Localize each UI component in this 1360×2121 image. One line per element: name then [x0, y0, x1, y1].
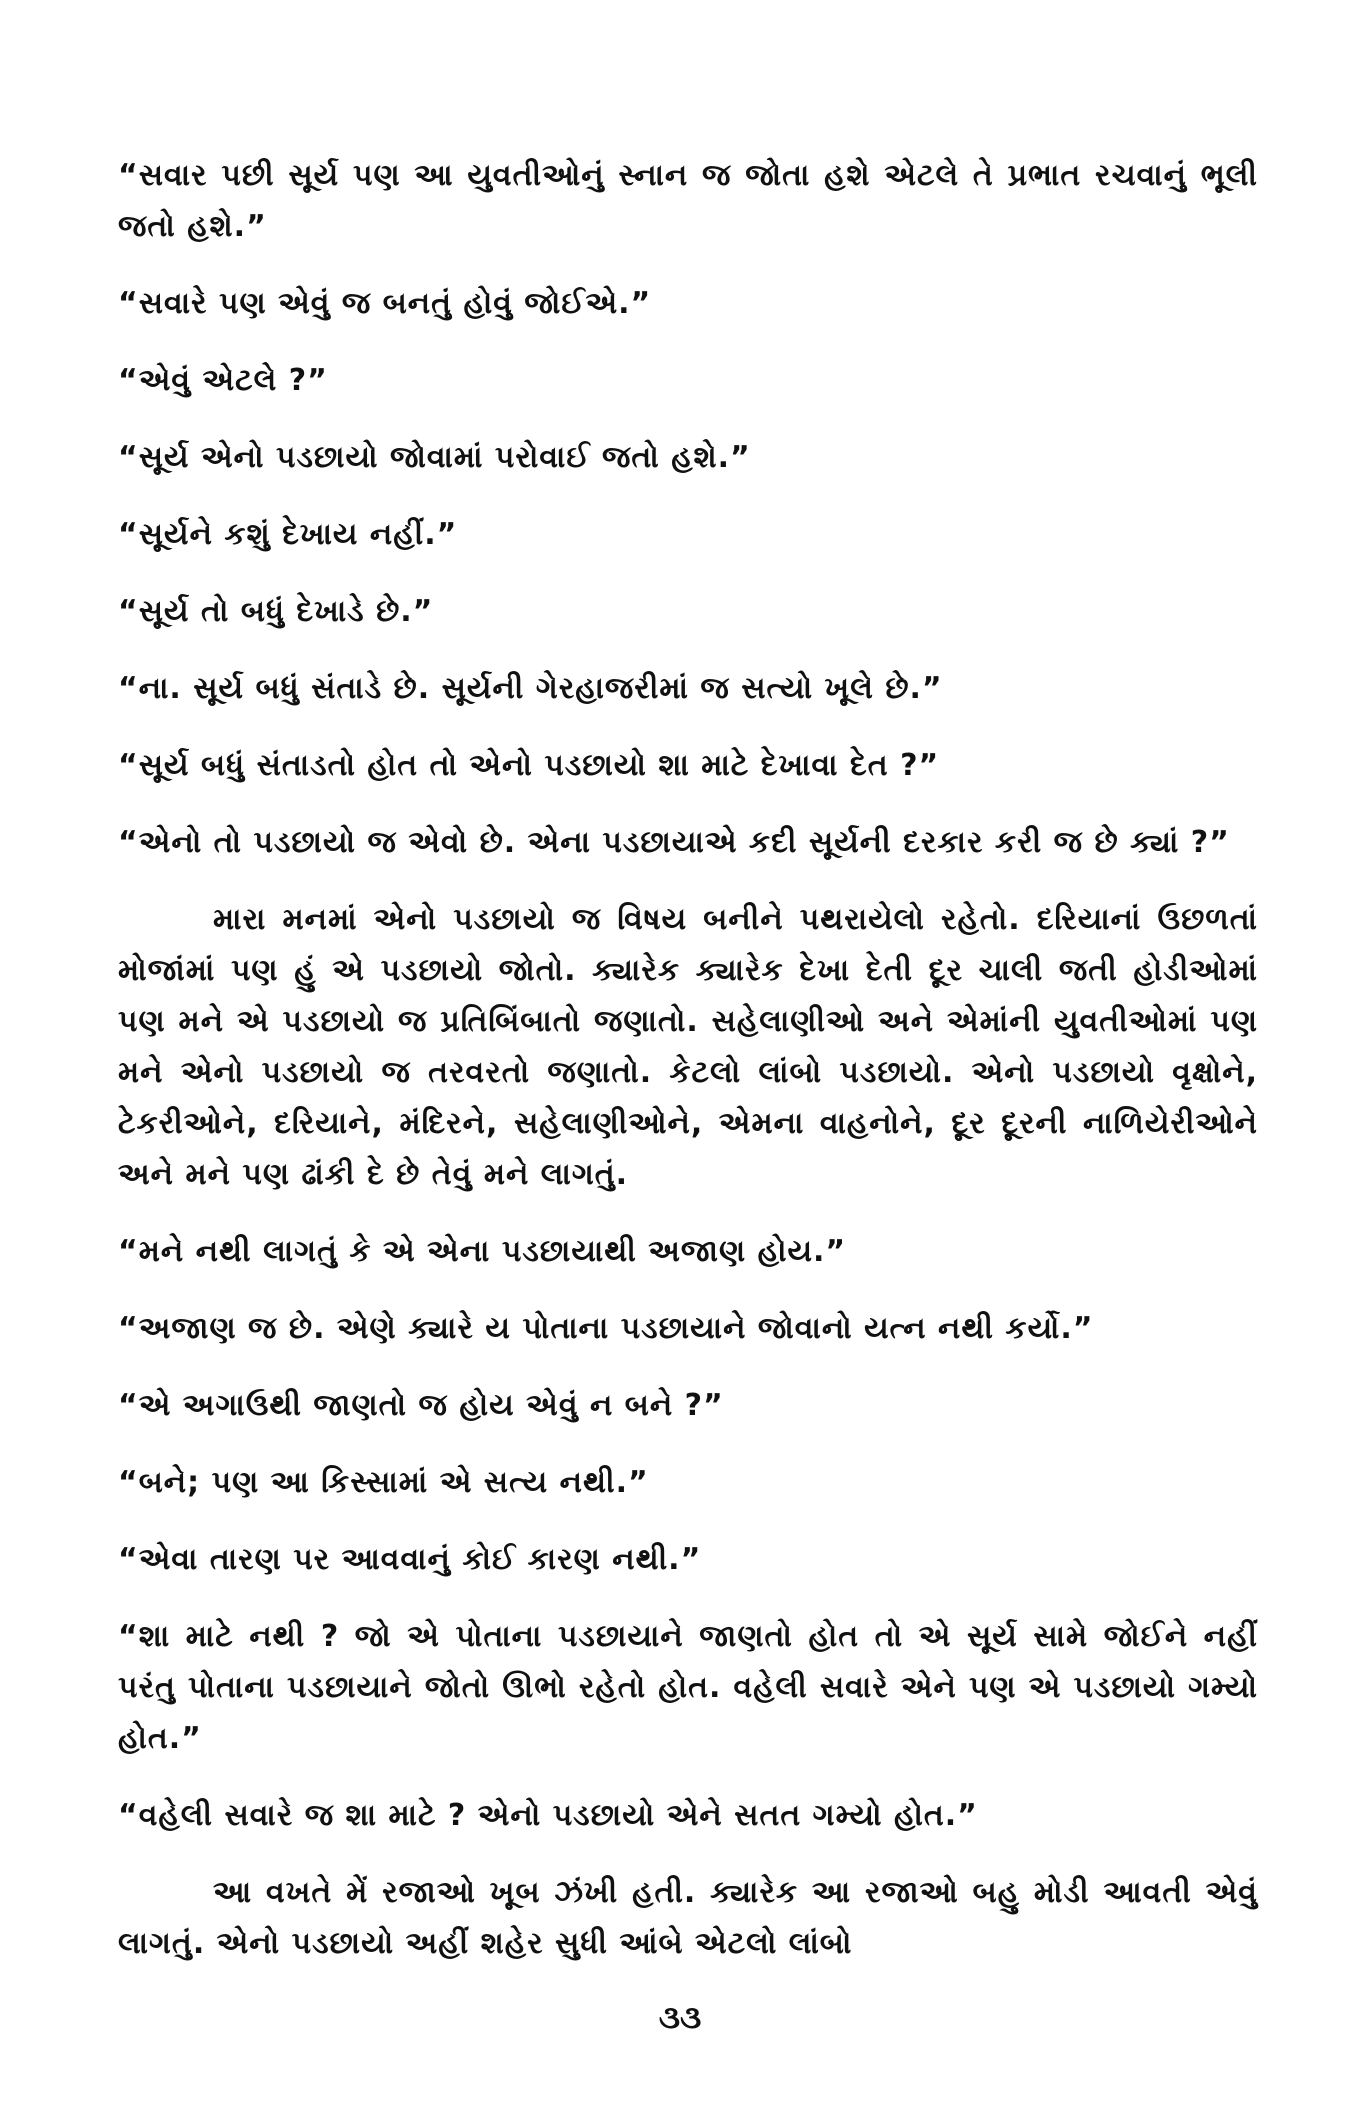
- dialog-line-15: “શા માટે નથી ? જો એ પોતાના પડછાયાને જાણતો હોત તો એ સૂર્ય સામે જોઈને નહીં પરંતુ પોતાના પડછાયાને જોતો ઊભો રહેતો હોત. વહેલી સવારે એને પણ એ પડછાયો ગમ્યો હોત.”: [118, 1619, 1258, 1756]
- dialog-line-4: “સૂર્ય એનો પડછાયો જોવામાં પરોવાઈ જતો હશે.”: [118, 440, 751, 475]
- dialog-line-6: “સૂર્ય તો બધું દેખાડે છે.”: [118, 594, 434, 629]
- dialog-line-7: “ના. સૂર્ય બધું સંતાડે છે. સૂર્યની ગેરહાજરીમાં જ સત્યો ખૂલે છે.”: [118, 671, 943, 706]
- dialog-line-13: “બને; પણ આ કિસ્સામાં એ સત્ય નથી.”: [118, 1465, 649, 1500]
- page-body: [118, 150, 1258, 1995]
- dialog-line-1: “સવાર પછી સૂર્ય પણ આ યુવતીઓનું સ્નાન જ જોતા હશે એટલે તે પ્રભાત રચવાનું ભૂલી જતો હશે.”: [118, 158, 1258, 244]
- dialog-line-9: “એનો તો પડછાયો જ એવો છે. એના પડછાયાએ કદી સૂર્યની દરકાર કરી જ છે ક્યાં ?”: [118, 825, 1230, 860]
- dialog-line-8: “સૂર્ય બધું સંતાડતો હોત તો એનો પડછાયો શા માટે દેખાવા દેત ?”: [118, 748, 940, 783]
- narrative-paragraph-2: આ વખતે મેં રજાઓ ખૂબ ઝંખી હતી. ક્યારેક આ રજાઓ બહુ મોડી આવતી એવું લાગતું. એનો પડછાયો અહીં શહેર સુધી આંબે એટલો લાંબો: [118, 1875, 1258, 1961]
- dialog-line-5: “સૂર્યને કશું દેખાય નહીં.”: [118, 517, 458, 552]
- dialog-line-2: “સવારે પણ એવું જ બનતું હોવું જોઈએ.”: [118, 286, 652, 321]
- dialog-line-11: “અજાણ જ છે. એણે ક્યારે ય પોતાના પડછાયાને જોવાનો યત્ન નથી કર્યો.”: [118, 1311, 1094, 1346]
- dialog-line-12: “એ અગાઉથી જાણતો જ હોય એવું ન બને ?”: [118, 1388, 724, 1423]
- dialog-line-14: “એવા તારણ પર આવવાનું કોઈ કારણ નથી.”: [118, 1542, 702, 1577]
- dialog-line-3: “એવું એટલે ?”: [118, 363, 328, 398]
- page-number: ૩૩: [658, 1998, 702, 2036]
- dialog-line-10: “મને નથી લાગતું કે એ એના પડછાયાથી અજાણ હોય.”: [118, 1234, 847, 1269]
- dialog-line-16: “વહેલી સવારે જ શા માટે ? એનો પડછાયો એને સતત ગમ્યો હોત.”: [118, 1798, 978, 1833]
- narrative-paragraph-1: મારા મનમાં એનો પડછાયો જ વિષય બનીને પથરાયેલો રહેતો. દરિયાનાં ઉછળતાં મોજાંમાં પણ હું એ પડછાયો જોતો. ક્યારેક ક્યારેક દેખા દેતી દૂર ચાલી જતી હોડીઓમાં પણ મને એ પડછાયો જ પ્રતિબિંબાતો જણાતો. સહેલાણીઓ અને એમાંની યુવતીઓમાં પણ મને એનો પડછાયો જ તરવરતો જણાતો. કેટલો લાંબો પડછાયો. એનો પડછાયો વૃક્ષોને, ટેકરીઓને, દરિયાને, મંદિરને, સહેલાણીઓને, એમના વાહનોને, દૂર દૂરની નાળિયેરીઓને અને મને પણ ઢાંકી દે છે તેવું મને લાગતું.: [118, 902, 1258, 1192]
